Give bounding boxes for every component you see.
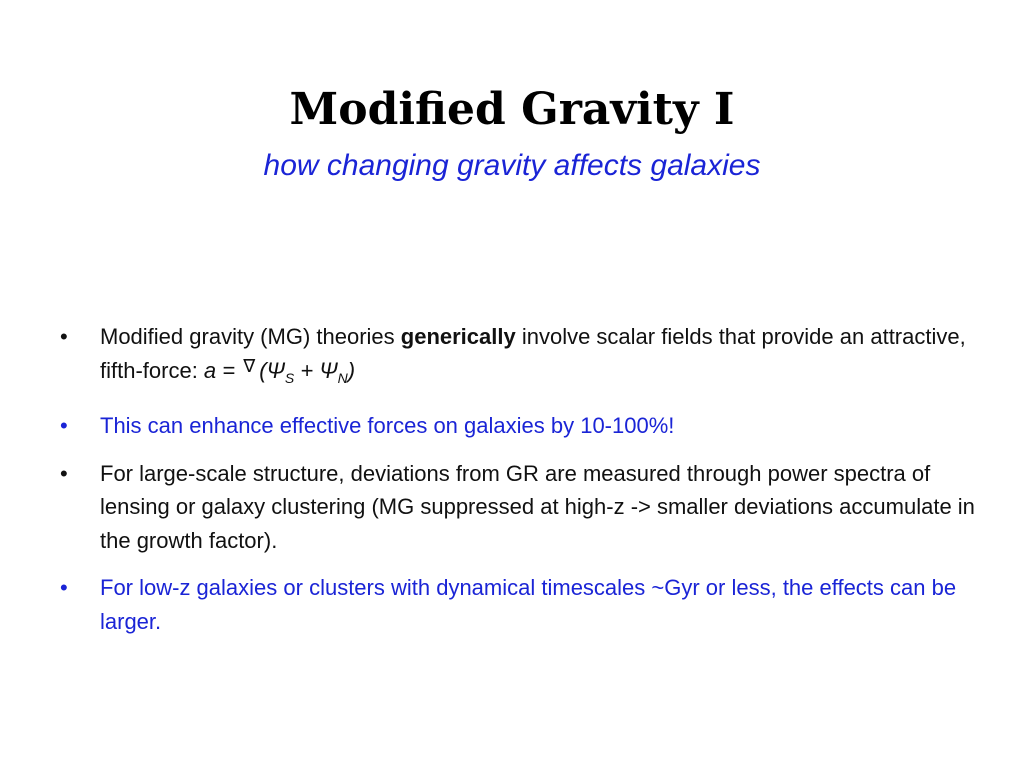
slide-title: Modified Gravity I bbox=[289, 84, 735, 135]
bullet-text: For low-z galaxies or clusters with dynamical timescales ~Gyr or less, the effects can be larger. bbox=[100, 575, 957, 634]
bullet-item-2 bbox=[58, 409, 978, 443]
bullet-text: This can enhance effective forces on galaxies by 10-100%! bbox=[100, 413, 675, 438]
subscript-s: S bbox=[284, 369, 295, 386]
bullet-item-3 bbox=[58, 457, 978, 558]
bullet-item-1 bbox=[58, 320, 978, 395]
nabla-symbol: ∇ bbox=[243, 355, 256, 376]
psi-symbol: Ψ bbox=[266, 357, 285, 383]
bullet-item-4 bbox=[58, 571, 978, 638]
equation-lhs: a = bbox=[203, 357, 242, 383]
plus-sign: + bbox=[294, 357, 320, 383]
subscript-n: N bbox=[337, 369, 348, 386]
bullet-text: Modified gravity (MG) theories bbox=[100, 324, 401, 349]
bullet-marker: • bbox=[60, 460, 68, 486]
psi-symbol: Ψ bbox=[319, 357, 338, 383]
bullet-bold-text: generically bbox=[400, 324, 516, 349]
slide-subtitle: how changing gravity affects galaxies bbox=[263, 149, 761, 182]
bullet-marker: • bbox=[60, 575, 68, 600]
bullet-marker: • bbox=[60, 413, 68, 438]
equation bbox=[203, 355, 356, 386]
paren-close: ) bbox=[347, 357, 356, 383]
bullet-marker: • bbox=[60, 324, 68, 349]
paren-open: ( bbox=[259, 357, 267, 383]
bullet-text: For large-scale structure, deviations from GR are measured through power spectra of lensing or galaxy clustering (MG suppressed at high-z -> smaller deviations accumulate in the growth factor). bbox=[100, 460, 975, 553]
bullet-list bbox=[58, 320, 978, 652]
bullet-text: involve scalar fields that provide an attractive, fifth-force: bbox=[100, 324, 966, 383]
